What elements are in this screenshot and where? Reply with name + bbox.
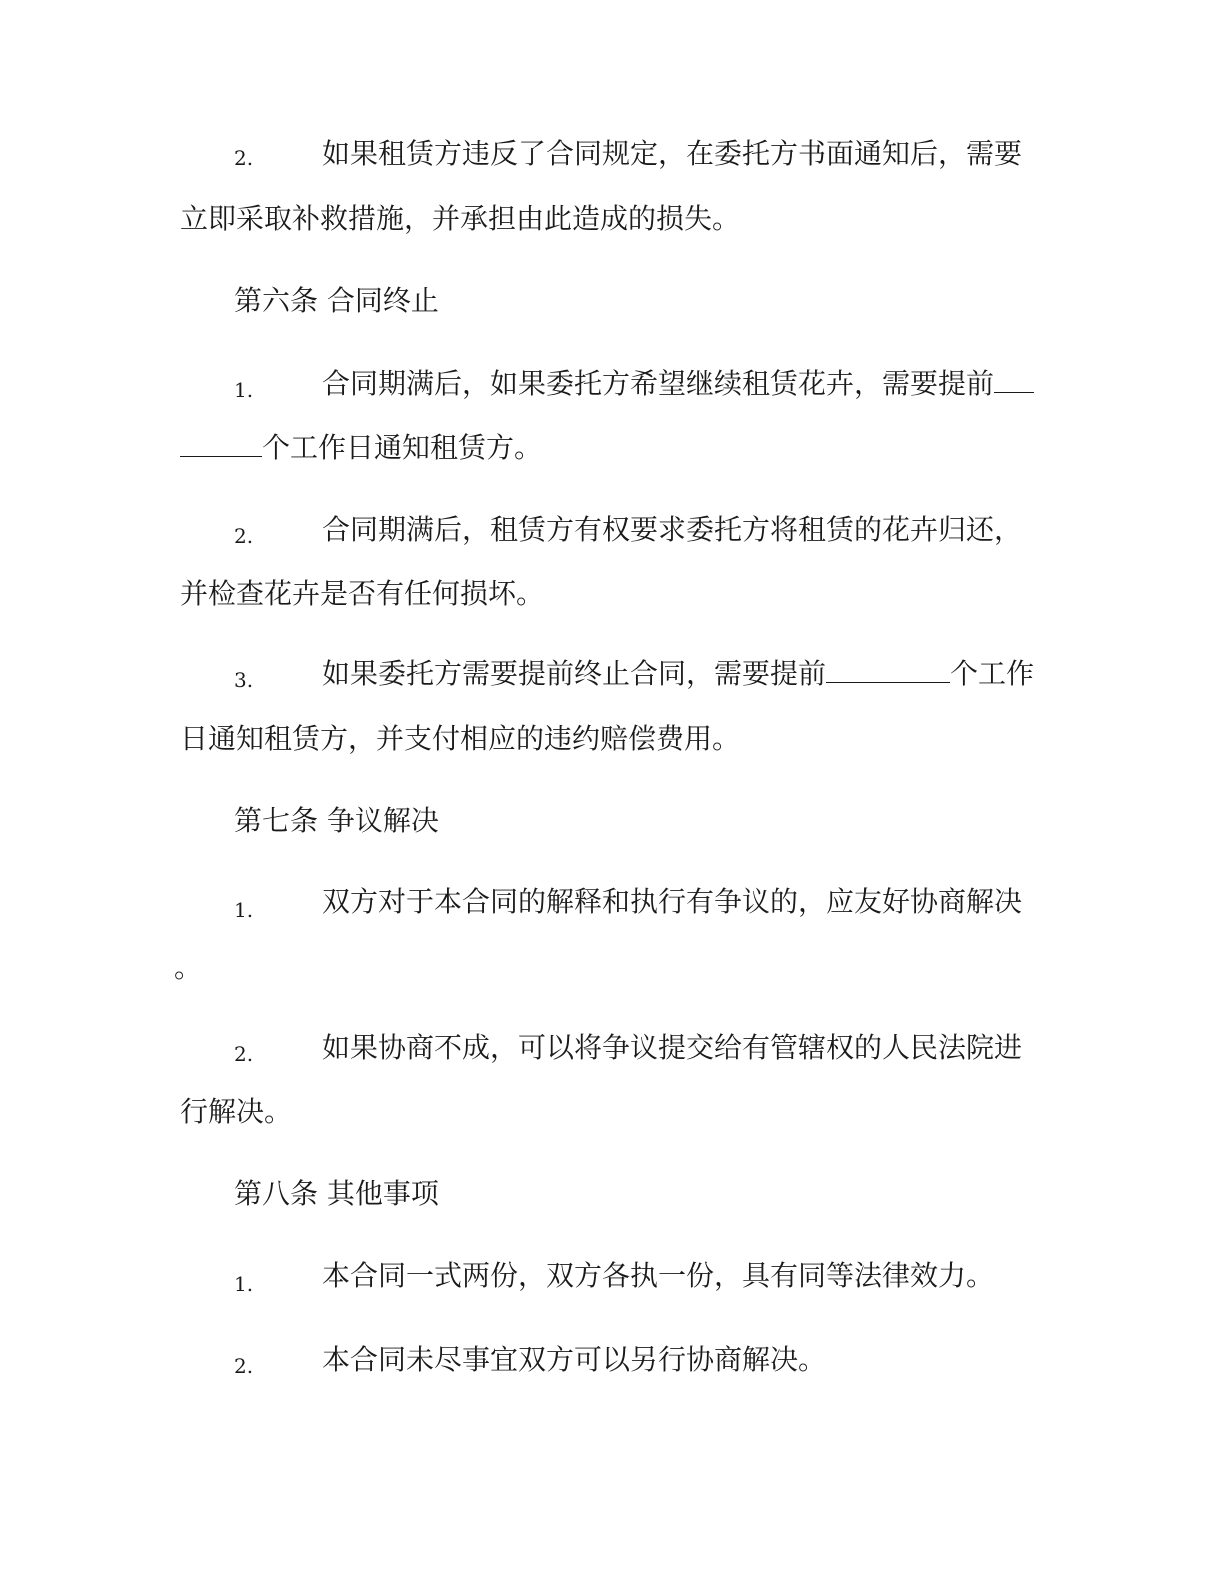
section-title: 第六条 合同终止 <box>234 284 439 317</box>
item-number: 2. <box>234 1042 254 1066</box>
item-number: 3. <box>234 668 254 692</box>
section-title: 第七条 争议解决 <box>234 804 439 837</box>
paragraph-line <box>180 430 542 466</box>
paragraph-line: 如果协商不成，可以将争议提交给有管辖权的人民法院进 <box>322 1031 1023 1064</box>
paragraph-line <box>322 656 1034 692</box>
item-number: 2. <box>234 146 254 170</box>
paragraph-line: 本合同未尽事宜双方可以另行协商解决。 <box>322 1343 827 1376</box>
paragraph-line: 如果租赁方违反了合同规定，在委托方书面通知后，需要 <box>322 137 1023 170</box>
paragraph-line: 行解决。 <box>180 1095 293 1128</box>
item-number: 1. <box>234 898 254 922</box>
fill-in-blank <box>994 366 1034 393</box>
paragraph-text: 如果委托方需要提前终止合同，需要提前 <box>322 657 827 690</box>
paragraph-line: 合同期满后，租赁方有权要求委托方将租赁的花卉归还， <box>322 513 1023 546</box>
paragraph-line <box>322 366 1034 402</box>
paragraph-line: 并检查花卉是否有任何损坏。 <box>180 577 545 610</box>
item-number: 1. <box>234 1272 254 1296</box>
paragraph-line: 立即采取补救措施，并承担由此造成的损失。 <box>180 202 741 235</box>
fill-in-blank <box>826 656 950 683</box>
fill-in-blank <box>180 430 262 457</box>
paragraph-text: 个工作 <box>950 657 1035 690</box>
paragraph-line: 本合同一式两份，双方各执一份，具有同等法律效力。 <box>322 1259 995 1292</box>
item-number: 1. <box>234 378 254 402</box>
paragraph-text: 合同期满后，如果委托方希望继续租赁花卉，需要提前 <box>322 367 995 400</box>
section-title: 第八条 其他事项 <box>234 1177 439 1210</box>
paragraph-text: 个工作日通知租赁方。 <box>262 431 543 464</box>
paragraph-line: 日通知租赁方，并支付相应的违约赔偿费用。 <box>180 722 741 755</box>
item-number: 2. <box>234 1354 254 1378</box>
paragraph-line: 。 <box>174 951 203 984</box>
item-number: 2. <box>234 524 254 548</box>
paragraph-line: 双方对于本合同的解释和执行有争议的，应友好协商解决 <box>322 885 1023 918</box>
